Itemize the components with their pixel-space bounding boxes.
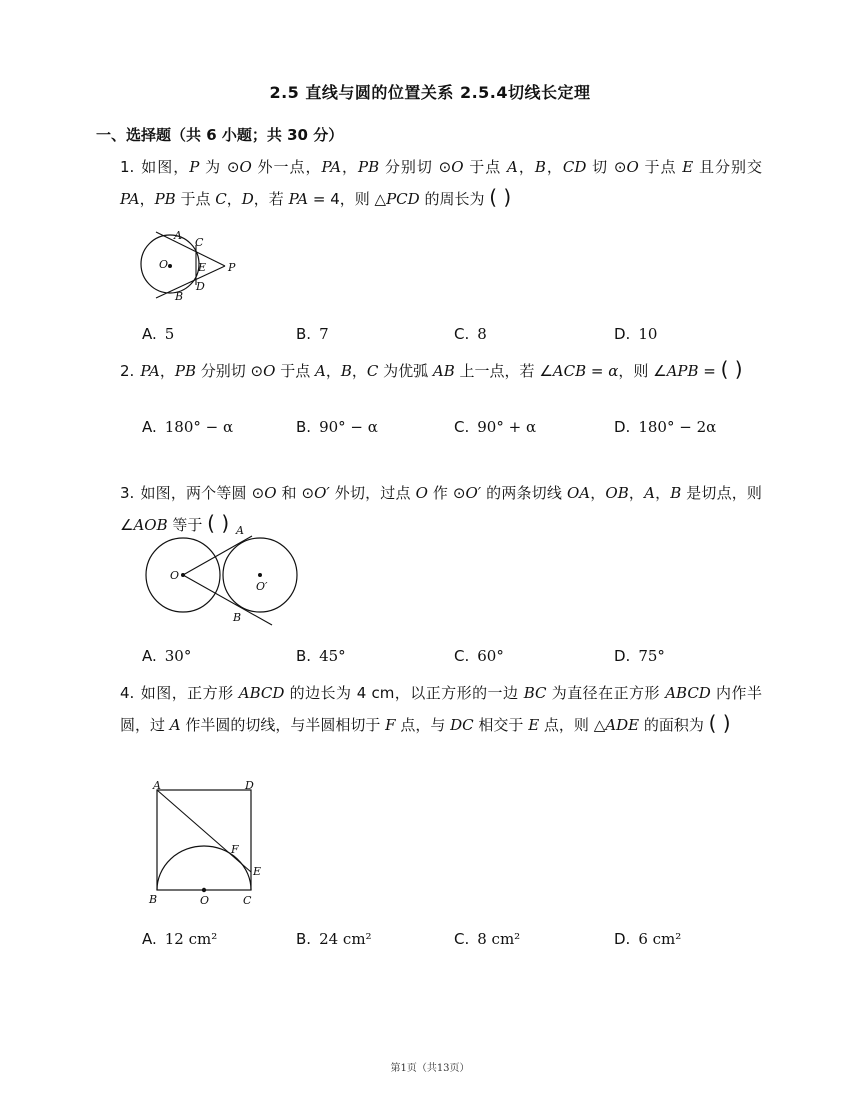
math-symbol: AOB bbox=[133, 516, 168, 534]
math-symbol: OB bbox=[605, 484, 629, 502]
math-symbol: PA bbox=[288, 190, 309, 208]
text-run: 是切点，则 ∠ bbox=[120, 484, 762, 534]
text-run: 且分别交 bbox=[693, 158, 762, 176]
math-symbol: BC bbox=[523, 684, 547, 702]
figure-two-circles bbox=[140, 520, 310, 630]
math-symbol: F bbox=[385, 716, 396, 734]
text-run: 为直径在正方形 bbox=[546, 684, 666, 702]
label-O: O bbox=[159, 258, 169, 271]
option-c[interactable]: C. 8 bbox=[454, 325, 487, 343]
math-symbol: AB bbox=[432, 362, 455, 380]
label-E: E bbox=[253, 865, 262, 878]
math-symbol: B bbox=[340, 362, 352, 380]
text-run: 外切，过点 bbox=[329, 484, 416, 502]
label-D: D bbox=[245, 780, 254, 792]
math-symbol: A bbox=[314, 362, 326, 380]
text-run: ，若 bbox=[253, 190, 289, 208]
options-q2 bbox=[142, 418, 782, 442]
math-symbol: PA bbox=[120, 190, 140, 208]
option-b[interactable]: B. 7 bbox=[296, 325, 329, 343]
text-run: 和 ⊙ bbox=[276, 484, 315, 502]
label-O-prime: O′ bbox=[256, 580, 268, 593]
text-run: 分别切 ⊙ bbox=[196, 362, 264, 380]
math-symbol: PA bbox=[140, 362, 160, 380]
text-run: ， bbox=[628, 484, 645, 502]
page-footer: 第1页（共13页） bbox=[390, 1063, 470, 1074]
math-symbol: PB bbox=[174, 362, 197, 380]
label-F: F bbox=[231, 843, 239, 856]
option-a[interactable]: A. 180° − α bbox=[142, 418, 234, 436]
math-symbol: ABCD bbox=[665, 684, 711, 702]
math-symbol: ABCD bbox=[238, 684, 285, 702]
options-q3 bbox=[142, 647, 782, 671]
text-run: 点，则 △ bbox=[539, 716, 606, 734]
math-symbol: ADE bbox=[605, 716, 640, 734]
text-run: ， bbox=[351, 362, 367, 380]
math-symbol: O bbox=[415, 484, 428, 502]
label-B: B bbox=[175, 290, 184, 303]
option-b[interactable]: B. 90° − α bbox=[296, 418, 378, 436]
text-run: = bbox=[586, 362, 609, 380]
text-run: 切 ⊙ bbox=[586, 158, 627, 176]
text-run: ， bbox=[590, 484, 606, 502]
option-d[interactable]: D. 6 cm² bbox=[614, 930, 682, 948]
math-symbol: C bbox=[366, 362, 379, 380]
text-run: 的边长为 4 cm，以正方形的一边 bbox=[284, 684, 524, 702]
math-symbol: E bbox=[528, 716, 540, 734]
text-run: 分别切 ⊙ bbox=[379, 158, 452, 176]
question-2 bbox=[120, 354, 762, 386]
math-symbol: CD bbox=[562, 158, 587, 176]
option-d[interactable]: D. 75° bbox=[614, 647, 665, 665]
text-run: ， bbox=[517, 158, 535, 176]
label-A: A bbox=[236, 524, 244, 537]
label-C: C bbox=[243, 894, 252, 907]
figure-tangent-circle bbox=[140, 226, 250, 306]
text-run: ， bbox=[654, 484, 671, 502]
text-run: ， bbox=[341, 158, 359, 176]
question-1 bbox=[120, 152, 762, 214]
math-symbol: DC bbox=[450, 716, 474, 734]
question-text bbox=[120, 684, 762, 734]
text-run: 等于 bbox=[167, 516, 208, 534]
question-number: 1. bbox=[120, 158, 135, 176]
label-C: C bbox=[195, 236, 204, 249]
text-run: 点，与 bbox=[395, 716, 451, 734]
math-symbol: O bbox=[264, 484, 277, 502]
text-run: 如图， bbox=[140, 158, 190, 176]
text-run: ， bbox=[325, 362, 341, 380]
label-P: P bbox=[228, 261, 236, 274]
text-run: = bbox=[698, 362, 721, 380]
label-B: B bbox=[149, 893, 158, 906]
section-heading: 一、选择题（共 6 小题；共 30 分） bbox=[96, 126, 344, 144]
label-A: A bbox=[174, 229, 182, 242]
text-run: 于点 bbox=[175, 190, 216, 208]
options-q1 bbox=[142, 325, 782, 349]
math-symbol: O bbox=[263, 362, 276, 380]
text-run: 作半圆的切线，与半圆相切于 bbox=[180, 716, 386, 734]
text-run: 作 ⊙ bbox=[427, 484, 466, 502]
math-symbol: B bbox=[670, 484, 682, 502]
question-number: 2. bbox=[120, 362, 135, 380]
text-run: = 4，则 △ bbox=[308, 190, 387, 208]
text-run: 的周长为 bbox=[419, 190, 490, 208]
text-run: 于点 bbox=[638, 158, 683, 176]
text-run: 内作半圆，过 bbox=[120, 684, 762, 734]
option-c[interactable]: C. 90° + α bbox=[454, 418, 537, 436]
label-O: O bbox=[170, 569, 180, 582]
question-text bbox=[140, 357, 743, 381]
text-run: 如图，正方形 bbox=[140, 684, 239, 702]
math-symbol: O′ bbox=[314, 484, 330, 502]
math-symbol: PB bbox=[358, 158, 380, 176]
option-a[interactable]: A. 12 cm² bbox=[142, 930, 218, 948]
label-D: D bbox=[196, 280, 205, 293]
math-symbol: B bbox=[534, 158, 546, 176]
text-run: 为优弧 bbox=[378, 362, 433, 380]
option-a[interactable]: A. 30° bbox=[142, 647, 192, 665]
question-number: 3. bbox=[120, 484, 135, 502]
answer-blank: ( ) bbox=[708, 711, 731, 735]
text-run: 上一点，若 ∠ bbox=[454, 362, 553, 380]
math-symbol: D bbox=[241, 190, 254, 208]
math-symbol: OA bbox=[566, 484, 591, 502]
answer-blank: ( ) bbox=[720, 357, 743, 381]
text-run: 为 ⊙ bbox=[199, 158, 240, 176]
text-run: ， bbox=[139, 190, 155, 208]
text-run: 相交于 bbox=[473, 716, 529, 734]
option-a[interactable]: A. 5 bbox=[142, 325, 175, 343]
math-symbol: P bbox=[189, 158, 200, 176]
math-symbol: C bbox=[215, 190, 227, 208]
math-symbol: E bbox=[682, 158, 694, 176]
math-symbol: O bbox=[451, 158, 464, 176]
option-b[interactable]: B. 24 cm² bbox=[296, 930, 372, 948]
question-4 bbox=[120, 678, 762, 740]
option-c[interactable]: C. 60° bbox=[454, 647, 504, 665]
math-symbol: APB bbox=[666, 362, 699, 380]
math-symbol: O′ bbox=[465, 484, 482, 502]
math-symbol: A bbox=[507, 158, 518, 176]
math-symbol: PCD bbox=[386, 190, 420, 208]
document-title: 2.5 直线与圆的位置关系 2.5.4切线长定理 bbox=[269, 83, 591, 102]
label-A: A bbox=[153, 780, 161, 792]
text-run: ， bbox=[226, 190, 242, 208]
text-run: ，则 ∠ bbox=[618, 362, 667, 380]
text-run: 的两条切线 bbox=[481, 484, 567, 502]
text-run: ， bbox=[545, 158, 563, 176]
options-q4 bbox=[142, 930, 782, 954]
question-number: 4. bbox=[120, 684, 135, 702]
label-E: E bbox=[198, 261, 207, 274]
math-symbol: A bbox=[644, 484, 655, 502]
math-symbol: O bbox=[626, 158, 639, 176]
question-text bbox=[120, 158, 762, 208]
option-b[interactable]: B. 45° bbox=[296, 647, 346, 665]
text-run: 如图，两个等圆 ⊙ bbox=[140, 484, 265, 502]
math-symbol: A bbox=[169, 716, 181, 734]
text-run: 于点 bbox=[463, 158, 508, 176]
math-symbol: α bbox=[608, 362, 619, 380]
math-symbol: PB bbox=[154, 190, 176, 208]
option-c[interactable]: C. 8 cm² bbox=[454, 930, 521, 948]
figure-square-semicircle bbox=[145, 780, 270, 910]
math-symbol: PA bbox=[321, 158, 342, 176]
option-d[interactable]: D. 180° − 2α bbox=[614, 418, 717, 436]
text-run: 于点 bbox=[275, 362, 315, 380]
text-run: ， bbox=[159, 362, 175, 380]
label-O: O bbox=[200, 894, 210, 907]
answer-blank: ( ) bbox=[489, 185, 512, 209]
label-B: B bbox=[233, 611, 242, 624]
answer-blank: ( ) bbox=[207, 511, 230, 535]
text-run: 的面积为 bbox=[639, 716, 709, 734]
text-run: 外一点， bbox=[251, 158, 322, 176]
option-d[interactable]: D. 10 bbox=[614, 325, 658, 343]
math-symbol: ACB bbox=[552, 362, 587, 380]
math-symbol: O bbox=[239, 158, 252, 176]
